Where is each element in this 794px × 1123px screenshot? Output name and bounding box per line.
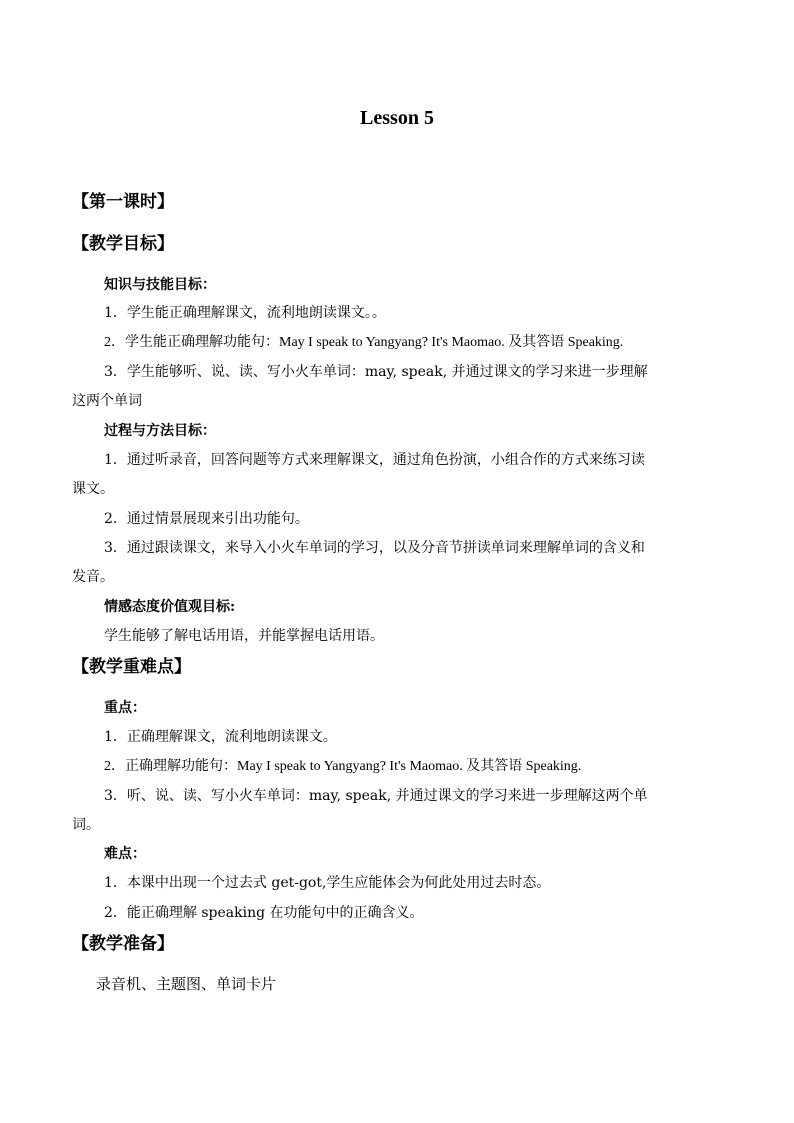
process-item: 3．通过跟读课文，来导入小火车单词的学习，以及分音节拼读单词来理解单词的含义和 [104,540,645,556]
preparation-text: 录音机、主题图、单词卡片 [96,975,277,993]
knowledge-item-continued: 这两个单词 [72,393,142,409]
heading-objectives: 【教学目标】 [72,234,174,254]
knowledge-label: 知识与技能目标： [104,277,216,293]
key-item-continued: 词。 [72,817,100,833]
process-label: 过程与方法目标： [104,423,216,439]
knowledge-item: 2．学生能正确理解功能句：May I speak to Yangyang? It's Maomao. 及其答语 Speaking. [104,335,624,350]
emotion-label: 情感态度价值观目标: [104,599,236,615]
difficult-label: 难点： [104,846,146,862]
difficult-item: 2．能正确理解 speaking 在功能句中的正确含义。 [104,905,424,921]
process-item-continued: 课文。 [72,481,114,497]
emotion-text: 学生能够了解电话用语，并能掌握电话用语。 [104,628,384,644]
heading-key-points: 【教学重难点】 [72,657,191,677]
difficult-item: 1．本课中出现一个过去式 get-got,学生应能体会为何此处用过去时态。 [104,875,551,891]
key-label: 重点： [104,700,146,716]
key-item: 3．听、说、读、写小火车单词：may, speak, 并通过课文的学习来进一步理解这两个单 [104,788,648,804]
process-item-continued: 发音。 [72,569,114,585]
process-item: 2．通过情景展现来引出功能句。 [104,511,309,527]
knowledge-item: 3．学生能够听、说、读、写小火车单词：may, speak, 并通过课文的学习来进一步理解 [104,364,648,380]
process-item: 1．通过听录音，回答问题等方式来理解课文，通过角色扮演，小组合作的方式来练习读 [104,452,645,468]
page-title: Lesson 5 [360,107,434,129]
heading-period: 【第一课时】 [72,192,174,212]
heading-preparation: 【教学准备】 [72,934,174,954]
key-item: 1．正确理解课文，流利地朗读课文。 [104,729,337,745]
key-item: 2．正确理解功能句：May I speak to Yangyang? It's Maomao. 及其答语 Speaking. [104,759,582,774]
knowledge-item: 1．学生能正确理解课文，流利地朗读课文。。 [104,305,386,321]
